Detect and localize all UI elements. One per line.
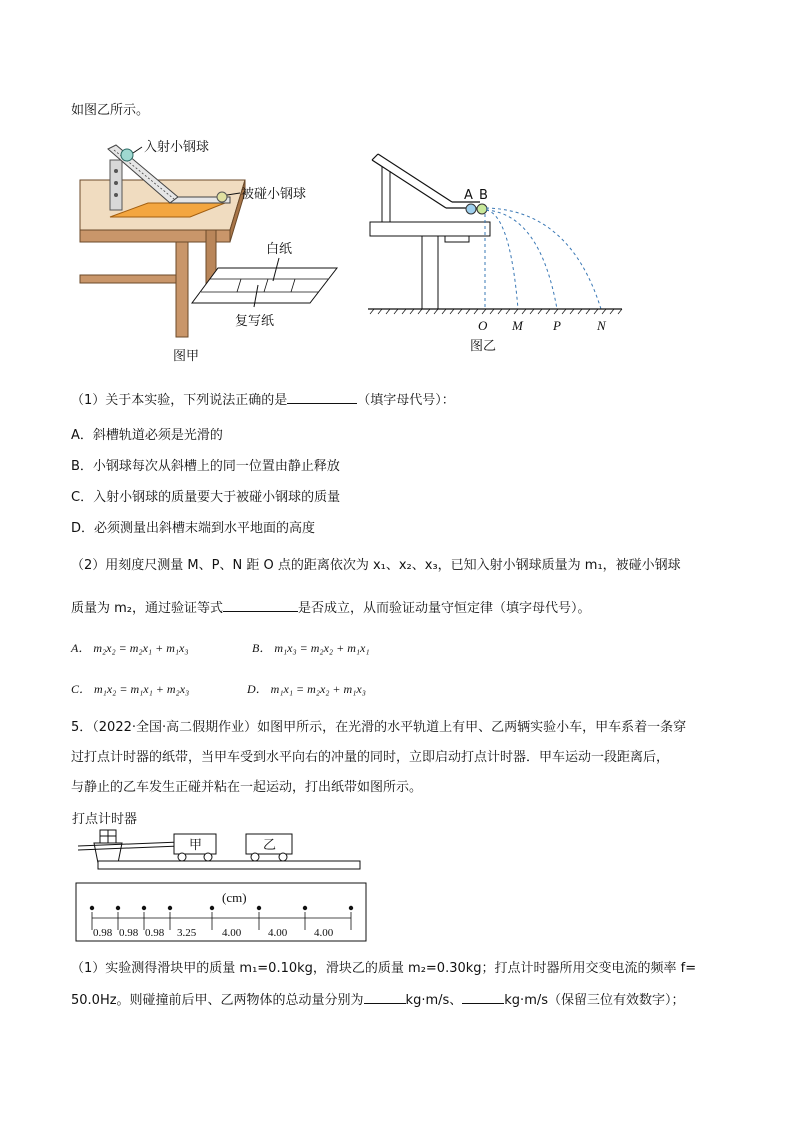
q1-option-b: B．小钢球每次从斜槽上的同一位置由静止释放 — [71, 459, 340, 474]
label-timer: 打点计时器 — [72, 812, 138, 827]
q2-line2 — [71, 597, 591, 618]
label-carbon-paper: 复写纸 — [235, 314, 275, 329]
incident-ball — [121, 149, 133, 161]
point-n: N — [597, 318, 606, 333]
q1-stem — [71, 389, 455, 410]
tape-dot — [142, 906, 146, 910]
segment-1: 0.98 — [93, 927, 113, 939]
q2-line2-post: 是否成立，从而验证动量守恒定律（填字母代号）。 — [298, 601, 591, 616]
label-incident-ball: 入射小钢球 — [144, 140, 210, 155]
paper-sheet — [192, 268, 337, 303]
p5q1-unit1: kg·m/s、 — [405, 993, 463, 1008]
target-ball — [217, 192, 227, 202]
tape-dot — [168, 906, 172, 910]
q2-line1: （2）用刻度尺测量 M、P、N 距 O 点的距离依次为 x₁、x₂、x₃，已知入射小钢球质量为 m₁，被碰小钢球 — [71, 558, 681, 573]
point-m: M — [512, 318, 523, 333]
segment-2: 0.98 — [119, 927, 139, 939]
p5q1-blank-1[interactable] — [364, 989, 406, 1004]
q1-option-c: C．入射小钢球的质量要大于被碰小钢球的质量 — [71, 490, 341, 505]
label-white-paper: 白纸 — [266, 242, 293, 257]
q2-option-b: B． m₁x₃ = m₂x₂ + m₁x₁ — [252, 641, 370, 655]
q2-option-a: A． m₂x₂ = m₂x₁ + m₁x₃ — [71, 641, 189, 655]
q2-answer-blank[interactable] — [223, 597, 298, 612]
label-ball-b: B — [479, 188, 488, 203]
q2-option-c: C． m₁x₂ = m₁x₁ + m₂x₃ — [71, 682, 190, 696]
tape-dot — [349, 906, 353, 910]
label-target-ball: 被碰小钢球 — [241, 187, 307, 202]
trajectory-p — [486, 210, 557, 309]
segment-3: 0.98 — [145, 927, 165, 939]
trajectory-n — [486, 208, 601, 309]
stand-post — [422, 236, 438, 309]
table-leg-right — [176, 242, 188, 337]
caption-yi: 图乙 — [470, 339, 497, 354]
p5q1-line2 — [71, 989, 685, 1010]
problem5-line2: 过打点计时器的纸带，当甲车受到水平向右的冲量的同时，立即启动打点计时器．甲车运动一段距离后， — [71, 750, 670, 765]
segment-7: 4.00 — [314, 927, 334, 939]
tape-dot — [90, 906, 94, 910]
ball-a — [466, 204, 476, 214]
trajectory-m — [486, 210, 518, 309]
tape-dot — [116, 906, 120, 910]
p5q1-line1: （1）实验测得滑块甲的质量 m₁=0.10kg，滑块乙的质量 m₂=0.30kg；打点计时器所用交变电流的频率 f= — [71, 961, 697, 976]
p5q1-unit2: kg·m/s（保留三位有效数字）； — [504, 993, 685, 1008]
figure-tape — [70, 808, 370, 948]
intro-text: 如图乙所示。 — [71, 103, 150, 118]
point-o: O — [478, 318, 488, 333]
tape-dot — [257, 906, 261, 910]
figure-yi — [360, 140, 630, 355]
track — [98, 861, 360, 869]
q1-answer-blank[interactable] — [287, 389, 357, 404]
ball-b — [477, 204, 487, 214]
problem5-line3: 与静止的乙车发生正碰并粘在一起运动，打出纸带如图所示。 — [71, 780, 423, 795]
segment-5: 4.00 — [222, 927, 242, 939]
segment-4: 3.25 — [177, 927, 197, 939]
p5q1-line2-pre: 50.0Hz。则碰撞前后甲、乙两物体的总动量分别为 — [71, 993, 364, 1008]
tape-unit: (cm) — [222, 890, 247, 905]
problem5-line1: 5．（2022·全国·高二假期作业）如图甲所示，在光滑的水平轨道上有甲、乙两辆实验小车，甲车系着一条穿 — [71, 720, 687, 735]
segment-6: 4.00 — [268, 927, 288, 939]
p5q1-blank-2[interactable] — [462, 989, 504, 1004]
q1-option-a: A．斜槽轨道必须是光滑的 — [71, 428, 223, 443]
tape-dot — [210, 906, 214, 910]
q1-stem-post: （填字母代号）： — [357, 393, 455, 408]
q1-option-d: D．必须测量出斜槽末端到水平地面的高度 — [71, 521, 316, 536]
label-cart-jia: 甲 — [189, 838, 203, 853]
q2-option-d: D． m₁x₁ = m₂x₂ + m₁x₃ — [247, 682, 366, 696]
point-p: P — [553, 318, 561, 333]
caption-jia: 图甲 — [173, 349, 200, 364]
stand-table — [370, 222, 490, 236]
table-crossbar — [80, 275, 176, 283]
q1-stem-pre: （1）关于本实验，下列说法正确的是 — [71, 393, 288, 408]
figure-jia — [70, 135, 350, 370]
tape-dot — [303, 906, 307, 910]
label-cart-yi: 乙 — [263, 838, 277, 853]
q2-line2-pre: 质量为 m₂，通过验证等式 — [71, 601, 224, 616]
label-ball-a: A — [464, 188, 473, 203]
